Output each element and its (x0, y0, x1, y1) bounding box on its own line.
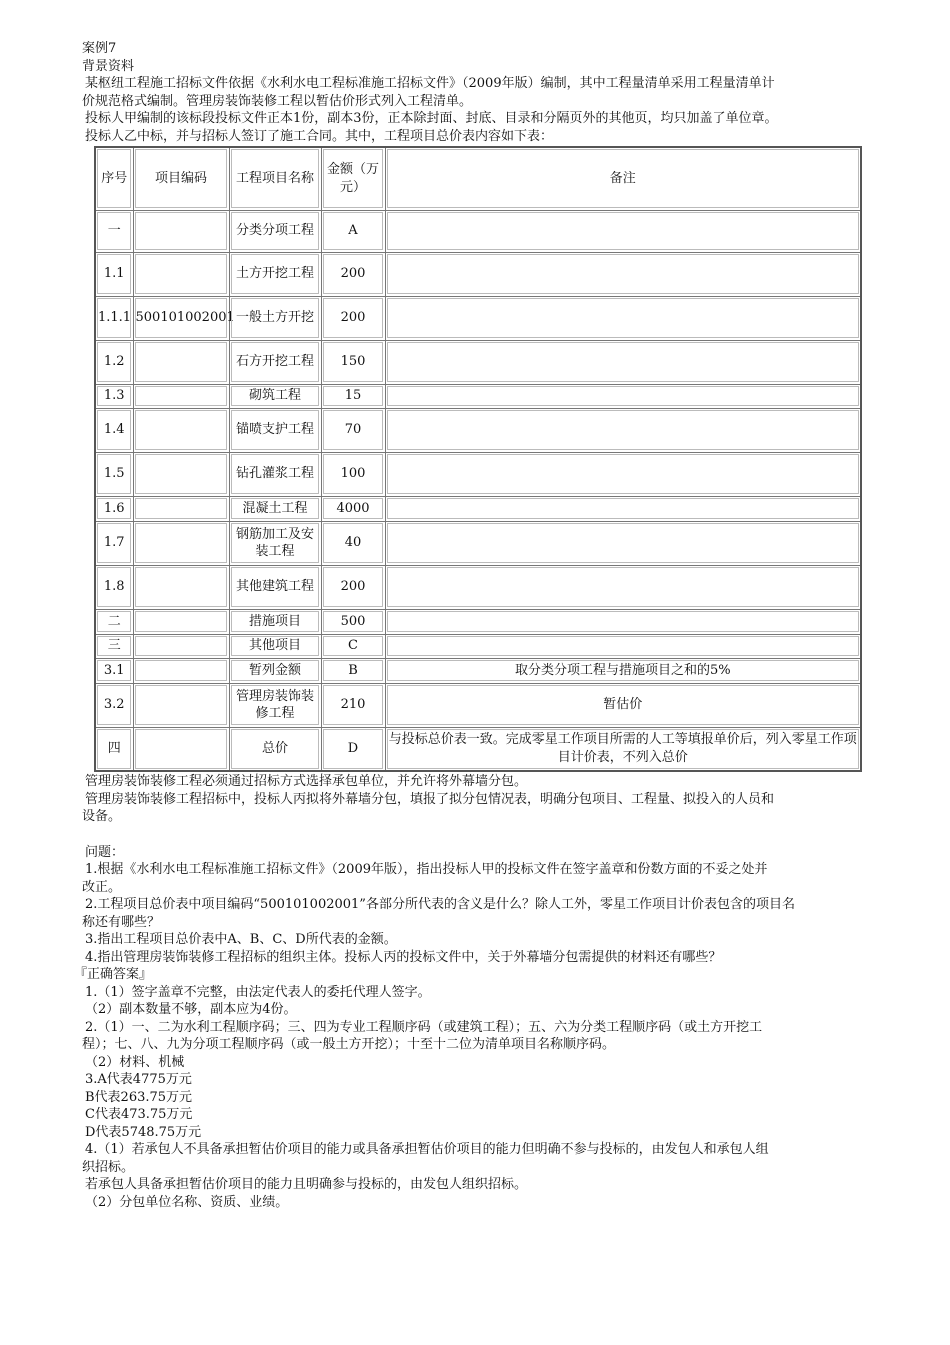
document-page (74, 40, 900, 1211)
table-row (95, 210, 861, 252)
row-remark (385, 252, 861, 296)
row-name: 砌筑工程 (229, 384, 321, 408)
row-code (133, 496, 229, 521)
case-title: 案例7 (82, 41, 117, 56)
answer-line: （2）分包单位名称、资质、业绩。 (85, 1194, 289, 1210)
row-remark: 暂估价 (385, 683, 861, 727)
answer-line: D代表5748.75万元 (85, 1124, 202, 1140)
row-name: 总价 (229, 727, 321, 771)
row-no: 三 (95, 634, 133, 658)
row-name: 措施项目 (229, 609, 321, 634)
row-code (133, 452, 229, 496)
after-table-line: 设备。 (82, 809, 122, 824)
table-row (95, 452, 861, 496)
table-row (95, 658, 861, 683)
row-name: 钢筋加工及安装工程 (229, 521, 321, 565)
row-no: 1.7 (95, 521, 133, 565)
row-amount: 4000 (321, 496, 385, 521)
row-amount: D (321, 727, 385, 771)
row-remark (385, 384, 861, 408)
row-code (133, 609, 229, 634)
row-no: 1.2 (95, 340, 133, 384)
answer-line: 程）；七、八、九为分项工程顺序码（或一般土方开挖）；十至十二位为清单项目名称顺序码。 (82, 1037, 616, 1052)
row-amount: 100 (321, 452, 385, 496)
row-no: 一 (95, 210, 133, 252)
intro-line: 投标人甲编制的该标段投标文件正本1份，副本3份，正本除封面、封底、目录和分隔页外的其他页，均只加盖了单位章。 (85, 111, 778, 126)
row-remark (385, 452, 861, 496)
row-code (133, 210, 229, 252)
row-remark (385, 521, 861, 565)
row-no: 二 (95, 609, 133, 634)
answer-line: C代表473.75万元 (85, 1107, 193, 1122)
row-no: 1.8 (95, 565, 133, 609)
question-line: 1.根据《水利水电工程标准施工招标文件》（2009年版），指出投标人甲的投标文件在签字盖章和份数方面的不妥之处并 (85, 862, 768, 877)
question-line: 称还有哪些？ (82, 914, 161, 930)
row-name: 管理房装饰装修工程 (229, 683, 321, 727)
questions-heading: 问题： (85, 844, 125, 860)
header-cell: 工程项目名称 (229, 147, 321, 210)
row-amount: 500 (321, 609, 385, 634)
question-line: 改正。 (82, 879, 122, 895)
table-row (95, 408, 861, 452)
row-amount: 70 (321, 408, 385, 452)
answer-line: 4.（1）若承包人不具备承担暂估价项目的能力或具备承担暂估价项目的能力但明确不参与投标的，由发包人和承包人组 (85, 1142, 769, 1157)
question-line: 2.工程项目总价表中项目编码“500101002001”各部分所代表的含义是什么？除人工外，零星工作项目计价表包含的项目名 (85, 897, 795, 912)
row-no: 3.2 (95, 683, 133, 727)
answer-line: B代表263.75万元 (85, 1089, 193, 1105)
header-cell: 项目编码 (133, 147, 229, 210)
row-no: 1.3 (95, 384, 133, 408)
row-amount: C (321, 634, 385, 658)
row-code (133, 565, 229, 609)
row-remark (385, 609, 861, 634)
row-amount: 200 (321, 565, 385, 609)
table-row (95, 296, 861, 340)
row-remark (385, 565, 861, 609)
row-code (133, 340, 229, 384)
question-line: 3.指出工程项目总价表中A、B、C、D所代表的金额。 (85, 932, 397, 947)
answer-line: 织招标。 (82, 1159, 135, 1175)
row-code (133, 408, 229, 452)
after-table-line: 管理房装饰装修工程必须通过招标方式选择承包单位，并允许将外幕墙分包。 (85, 774, 528, 789)
row-code (133, 634, 229, 658)
intro-line: 投标人乙中标，并与招标人签订了施工合同。其中，工程项目总价表内容如下表： (85, 128, 554, 144)
row-no: 1.5 (95, 452, 133, 496)
answer-line: 2.（1）一、二为水利工程顺序码；三、四为专业工程顺序码（或建筑工程）；五、六为分类工程顺序码（或土方开挖工 (85, 1019, 763, 1035)
row-amount: 15 (321, 384, 385, 408)
project-total-price-table (94, 146, 862, 772)
table-row (95, 683, 861, 727)
row-remark (385, 340, 861, 384)
question-line: 4.指出管理房装饰装修工程招标的组织主体。投标人丙的投标文件中，关于外幕墙分包需提供的材料还有哪些？ (85, 949, 722, 965)
table-row (95, 496, 861, 521)
row-amount: 200 (321, 296, 385, 340)
row-remark: 取分类分项工程与措施项目之和的5% (385, 658, 861, 683)
row-no: 四 (95, 727, 133, 771)
row-name: 土方开挖工程 (229, 252, 321, 296)
row-name: 锚喷支护工程 (229, 408, 321, 452)
row-remark (385, 634, 861, 658)
table-row (95, 727, 861, 771)
answer-line: 3.A代表4775万元 (85, 1072, 192, 1087)
row-amount: 150 (321, 340, 385, 384)
table-row (95, 634, 861, 658)
intro-line: 价规范格式编制。管理房装饰装修工程以暂估价形式列入工程清单。 (82, 93, 473, 109)
row-code (133, 727, 229, 771)
row-name: 混凝土工程 (229, 496, 321, 521)
table-row (95, 252, 861, 296)
answer-line: 1.（1）签字盖章不完整，由法定代表人的委托代理人签字。 (85, 984, 431, 1000)
answer-line: 若承包人具备承担暂估价项目的能力且明确参与投标的，由发包人组织招标。 (85, 1177, 528, 1192)
row-name: 其他建筑工程 (229, 565, 321, 609)
table-row (95, 384, 861, 408)
after-table-line: 管理房装饰装修工程招标中，投标人丙拟将外幕墙分包，填报了拟分包情况表，明确分包项目、工程量、拟投入的人员和 (85, 791, 775, 807)
row-code: 500101002001 (133, 296, 229, 340)
answer-heading: 『正确答案』 (74, 967, 153, 982)
table-row (95, 340, 861, 384)
row-no: 1.4 (95, 408, 133, 452)
row-code (133, 658, 229, 683)
row-amount: 40 (321, 521, 385, 565)
row-remark: 与投标总价表一致。完成零星工作项目所需的人工等填报单价后，列入零星工作项目计价表，不列入总价 (385, 727, 861, 771)
row-no: 3.1 (95, 658, 133, 683)
row-remark (385, 408, 861, 452)
intro-line: 某枢纽工程施工招标文件依据《水利水电工程标准施工招标文件》（2009年版）编制，其中工程量清单采用工程量清单计 (85, 76, 775, 91)
row-code (133, 521, 229, 565)
row-remark (385, 210, 861, 252)
table-header-row (95, 147, 861, 210)
row-name: 钻孔灌浆工程 (229, 452, 321, 496)
row-name: 一般土方开挖 (229, 296, 321, 340)
row-name: 其他项目 (229, 634, 321, 658)
row-code (133, 384, 229, 408)
row-name: 分类分项工程 (229, 210, 321, 252)
row-amount: 200 (321, 252, 385, 296)
row-no: 1.6 (95, 496, 133, 521)
answer-line: （2）副本数量不够，副本应为4份。 (85, 1002, 297, 1017)
answers-block (82, 984, 900, 1212)
row-no: 1.1.1 (95, 296, 133, 340)
row-amount: B (321, 658, 385, 683)
row-no: 1.1 (95, 252, 133, 296)
row-remark (385, 496, 861, 521)
row-name: 暂列金额 (229, 658, 321, 683)
row-amount: 210 (321, 683, 385, 727)
table-row (95, 565, 861, 609)
table-row (95, 609, 861, 634)
row-name: 石方开挖工程 (229, 340, 321, 384)
header-cell: 备注 (385, 147, 861, 210)
row-code (133, 252, 229, 296)
row-code (133, 683, 229, 727)
background-heading: 背景资料 (82, 58, 135, 74)
table-row (95, 521, 861, 565)
answer-line: （2）材料、机械 (85, 1054, 185, 1070)
header-cell: 序号 (95, 147, 133, 210)
header-cell: 金额（万元） (321, 147, 385, 210)
row-amount: A (321, 210, 385, 252)
row-remark (385, 296, 861, 340)
